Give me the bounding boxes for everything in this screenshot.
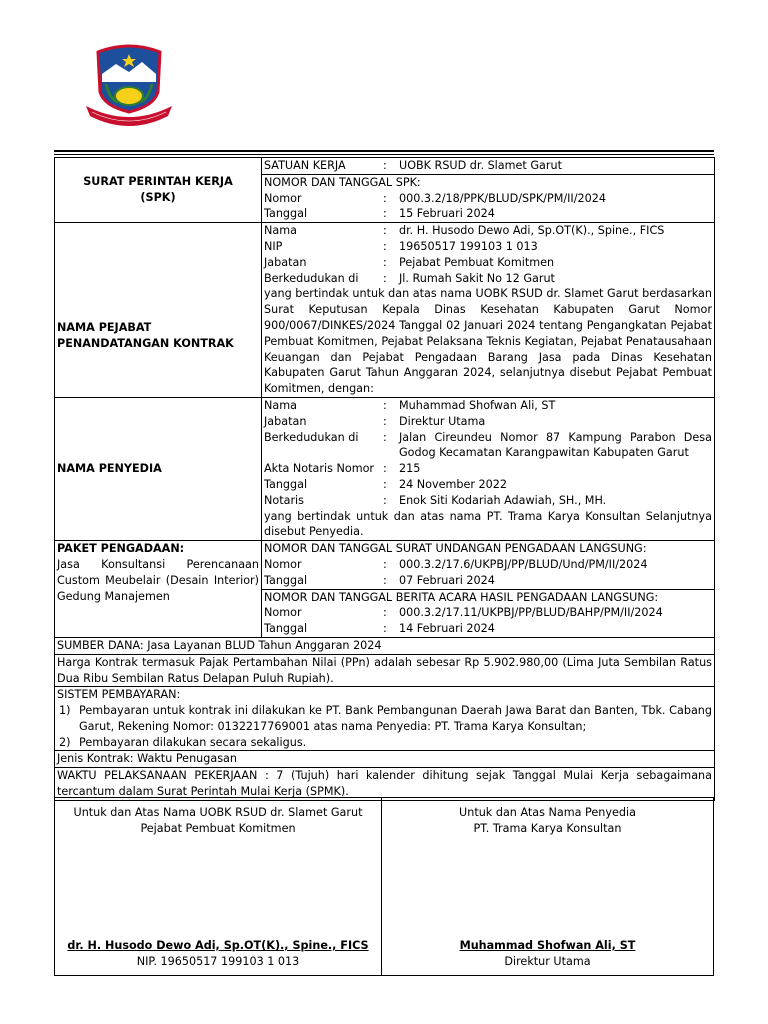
sistem-pembayaran bbox=[55, 687, 715, 751]
signature-right-jabatan: Direktur Utama bbox=[504, 955, 591, 968]
satuan-kerja-value: UOBK RSUD dr. Slamet Garut bbox=[399, 159, 562, 172]
pejabat-kedudukan-value: Jl. Rumah Sakit No 12 Garut bbox=[399, 271, 555, 285]
signature-right-line2: PT. Trama Karya Konsultan bbox=[473, 821, 622, 835]
penyedia-tanggal-value: 24 November 2022 bbox=[399, 477, 508, 491]
signature-left-line2: Pejabat Pembuat Komitmen bbox=[140, 821, 296, 835]
pejabat-statement: yang bertindak untuk dan atas nama UOBK RSUD dr. Slamet Garut berdasarkan Surat Keputusan Kepala Dinas Kesehatan Kabupaten Garut Nomor 900/0067/DINKES/2024 Tanggal 02 Januari 2024 tentang Pengangkatan Pejabat Pembuat Komitmen, Pejabat Pelaksana Teknis Kegiatan, Pejabat Penatausahaan Keuangan dan Pejabat Pengadaan Barang Jasa pada Dinas Kesehatan Kabupaten Garut Tahun Anggaran 2024, selanjutnya disebut Pejabat Pembuat Komitmen, dengan: bbox=[264, 287, 712, 396]
sumber-dana-row bbox=[55, 637, 715, 654]
penyedia-kedudukan-value: Jalan Cireundeu Nomor 87 Kampung Parabon Desa Godog Kecamatan Karangpawitan Kabupaten Garut bbox=[399, 430, 712, 460]
penyedia-section-label: NAMA PENYEDIA bbox=[55, 397, 262, 540]
signature-left-name-text: dr. H. Husodo Dewo Adi, Sp.OT(K)., Spine., FICS bbox=[67, 939, 369, 952]
penyedia-notaris-row: Notaris : Enok Siti Kodariah Adawiah, SH., MH. bbox=[264, 493, 712, 509]
list-item-text: Pembayaran untuk kontrak ini dilakukan ke PT. Bank Pembangunan Daerah Jawa Barat dan Banten, Tbk. Cabang Garut, Rekening Nomor: 0132217769001 atas nama Penyedia: PT. Trama Karya Konsultan; bbox=[79, 704, 712, 733]
pejabat-label-line1: NAMA PEJABAT bbox=[57, 321, 152, 335]
pejabat-section-label bbox=[55, 223, 262, 398]
pejabat-row bbox=[55, 223, 715, 398]
penyedia-nama-label: Nama bbox=[264, 398, 297, 412]
ba-nomor-label: Nomor bbox=[264, 606, 302, 620]
pejabat-kedudukan-label: Berkedudukan di bbox=[264, 271, 359, 285]
penyedia-jabatan-value: Direktur Utama bbox=[399, 414, 486, 428]
signature-right-name bbox=[382, 938, 713, 954]
penyedia-jabatan-label: Jabatan bbox=[264, 414, 307, 428]
paket-row bbox=[55, 541, 715, 638]
waktu-pelaksanaan-row bbox=[55, 768, 715, 801]
garut-regency-logo bbox=[84, 44, 174, 130]
pejabat-nama-value: dr. H. Husodo Dewo Adi, Sp.OT(K)., Spine., FICS bbox=[399, 224, 665, 238]
signature-right-line1: Untuk dan Atas Nama Penyedia bbox=[459, 806, 636, 819]
list-item-text: Pembayaran dilakukan secara sekaligus. bbox=[79, 735, 307, 749]
list-item bbox=[57, 735, 712, 751]
signature-left-nip: NIP. 19650517 199103 1 013 bbox=[136, 955, 300, 968]
undangan-nomor-row: Nomor : 000.3.2/17.6/UKPBJ/PP/BLUD/Und/PM/II/2024 bbox=[264, 557, 712, 573]
signature-left-line1: Untuk dan Atas Nama UOBK RSUD dr. Slamet Garut bbox=[73, 806, 363, 819]
paket-details bbox=[262, 541, 715, 638]
penyedia-nama-value: Muhammad Shofwan Ali, ST bbox=[399, 398, 556, 412]
spk-tanggal-value: 15 Februari 2024 bbox=[399, 207, 495, 221]
penyedia-jabatan-row: Jabatan : Direktur Utama bbox=[264, 414, 712, 430]
waktu-pelaksanaan: WAKTU PELAKSANAAN PEKERJAAN : 7 (Tujuh) hari kalender dihitung sejak Tanggal Mulai Kerja sebagaimana tercantum dalam Surat Perintah Mulai Kerja (SPMK). bbox=[55, 768, 715, 801]
jenis-kontrak: Jenis Kontrak: Waktu Penugasan bbox=[55, 751, 715, 768]
penyedia-akta-label: Akta Notaris Nomor bbox=[264, 462, 375, 476]
undangan-tanggal-row: Tanggal : 07 Februari 2024 bbox=[264, 573, 712, 589]
pejabat-nama-label: Nama bbox=[264, 224, 297, 238]
spk-tanggal-row: Tanggal : 15 Februari 2024 bbox=[264, 206, 712, 222]
paket-label-cell bbox=[55, 541, 262, 638]
ba-tanggal-label: Tanggal bbox=[264, 622, 308, 636]
spk-nomor-value: 000.3.2/18/PPK/BLUD/SPK/PM/II/2024 bbox=[399, 191, 606, 205]
penyedia-kedudukan-label: Berkedudukan di bbox=[264, 430, 359, 444]
header-rule-thick bbox=[54, 150, 714, 152]
list-item-number: 1) bbox=[59, 704, 71, 718]
pejabat-nip-value: 19650517 199103 1 013 bbox=[399, 239, 538, 253]
pejabat-jabatan-label: Jabatan bbox=[264, 255, 307, 269]
spk-tanggal-label: Tanggal bbox=[264, 207, 308, 221]
ba-nomor-row: Nomor : 000.3.2/17.11/UKPBJ/PP/BLUD/BAHP/PM/II/2024 bbox=[264, 605, 712, 621]
signature-left bbox=[54, 797, 382, 976]
pejabat-label-line2: PENANDATANGAN KONTRAK bbox=[57, 337, 234, 351]
signature-right bbox=[381, 797, 714, 976]
undangan-nomor-label: Nomor bbox=[264, 557, 302, 571]
spk-title-line1: SURAT PERINTAH KERJA bbox=[83, 175, 233, 189]
undangan-heading: NOMOR DAN TANGGAL SURAT UNDANGAN PENGADAAN LANGSUNG: bbox=[264, 542, 647, 556]
spk-nomor-row: Nomor : 000.3.2/18/PPK/BLUD/SPK/PM/II/2024 bbox=[264, 191, 712, 207]
ba-tanggal-value: 14 Februari 2024 bbox=[399, 622, 495, 636]
spk-title bbox=[55, 158, 262, 223]
paket-section-label: PAKET PENGADAAN: bbox=[57, 542, 185, 556]
harga-kontrak-row bbox=[55, 654, 715, 687]
signature-right-name-text: Muhammad Shofwan Ali, ST bbox=[459, 939, 636, 952]
penyedia-row bbox=[55, 397, 715, 540]
penyedia-tanggal-row: Tanggal : 24 November 2022 bbox=[264, 477, 712, 493]
penyedia-details bbox=[262, 397, 715, 540]
header-rule-thin bbox=[54, 154, 714, 155]
penyedia-kedudukan-row: Berkedudukan di : Jalan Cireundeu Nomor 87 Kampung Parabon Desa Godog Kecamatan Karangpawitan Kabupaten Garut bbox=[264, 430, 712, 460]
harga-kontrak: Harga Kontrak termasuk Pajak Pertambahan Nilai (PPn) adalah sebesar Rp 5.902.980,00 (Lima Juta Sembilan Ratus Dua Ribu Sembilan Ratus Delapan Puluh Rupiah). bbox=[55, 654, 715, 687]
paket-description: Jasa Konsultansi Perencanaan Custom Meubelair (Desain Interior) Gedung Manajemen bbox=[57, 557, 259, 603]
undangan-tanggal-value: 07 Februari 2024 bbox=[399, 573, 495, 587]
undangan-tanggal-label: Tanggal bbox=[264, 573, 308, 587]
penyedia-tanggal-label: Tanggal bbox=[264, 477, 308, 491]
spk-row bbox=[55, 158, 715, 223]
penyedia-notaris-value: Enok Siti Kodariah Adawiah, SH., MH. bbox=[399, 493, 607, 507]
ba-tanggal-row: Tanggal : 14 Februari 2024 bbox=[264, 621, 712, 637]
satuan-kerja-row: SATUAN KERJA : UOBK RSUD dr. Slamet Garut bbox=[264, 158, 712, 174]
spk-nomor-label: Nomor bbox=[264, 191, 302, 205]
spk-table bbox=[54, 157, 715, 801]
ba-heading: NOMOR DAN TANGGAL BERITA ACARA HASIL PENGADAAN LANGSUNG: bbox=[262, 589, 714, 606]
penyedia-nama-row: Nama : Muhammad Shofwan Ali, ST bbox=[264, 398, 712, 414]
spk-title-line2: (SPK) bbox=[140, 191, 176, 205]
pejabat-jabatan-value: Pejabat Pembuat Komitmen bbox=[399, 255, 555, 269]
penyedia-akta-row: Akta Notaris Nomor : 215 bbox=[264, 461, 712, 477]
penyedia-statement: yang bertindak untuk dan atas nama PT. Trama Karya Konsultan Selanjutnya disebut Penyedia. bbox=[264, 509, 712, 539]
sistem-pembayaran-heading: SISTEM PEMBAYARAN: bbox=[57, 688, 181, 702]
jenis-kontrak-row bbox=[55, 751, 715, 768]
satuan-kerja-label: SATUAN KERJA bbox=[264, 159, 346, 172]
penyedia-notaris-label: Notaris bbox=[264, 493, 304, 507]
pejabat-nip-row: NIP : 19650517 199103 1 013 bbox=[264, 239, 712, 255]
spk-details bbox=[262, 158, 715, 223]
sistem-pembayaran-row bbox=[55, 687, 715, 751]
pejabat-jabatan-row: Jabatan : Pejabat Pembuat Komitmen bbox=[264, 255, 712, 271]
pejabat-kedudukan-row: Berkedudukan di : Jl. Rumah Sakit No 12 Garut bbox=[264, 271, 712, 287]
nomor-tanggal-spk-heading: NOMOR DAN TANGGAL SPK: bbox=[262, 174, 714, 191]
list-item-number: 2) bbox=[59, 735, 71, 749]
penyedia-akta-value: 215 bbox=[399, 462, 421, 476]
signature-left-name bbox=[55, 938, 381, 954]
sumber-dana: SUMBER DANA: Jasa Layanan BLUD Tahun Anggaran 2024 bbox=[55, 637, 715, 654]
pejabat-nama-row: Nama : dr. H. Husodo Dewo Adi, Sp.OT(K)., Spine., FICS bbox=[264, 223, 712, 239]
list-item bbox=[57, 703, 712, 735]
pejabat-nip-label: NIP bbox=[264, 239, 283, 253]
pejabat-details bbox=[262, 223, 715, 398]
ba-nomor-value: 000.3.2/17.11/UKPBJ/PP/BLUD/BAHP/PM/II/2024 bbox=[399, 606, 663, 620]
undangan-nomor-value: 000.3.2/17.6/UKPBJ/PP/BLUD/Und/PM/II/2024 bbox=[399, 557, 648, 571]
